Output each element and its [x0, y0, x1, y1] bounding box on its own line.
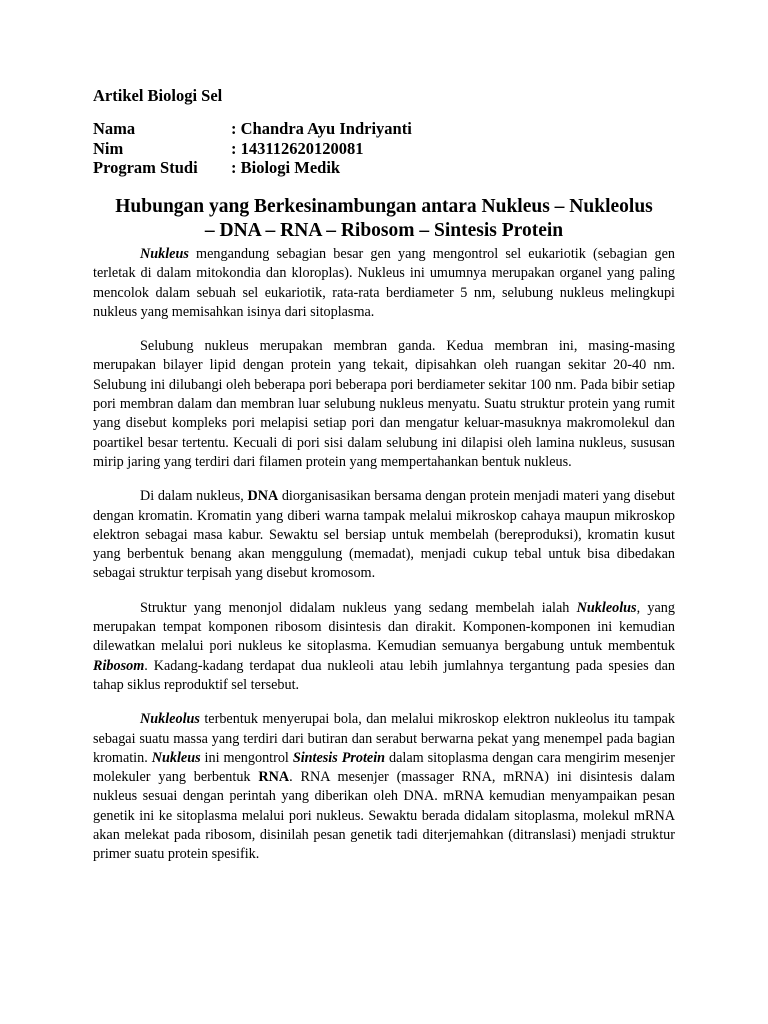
paragraph — [93, 710, 675, 864]
paragraph — [93, 599, 675, 695]
author-info-key: Nama — [93, 119, 136, 138]
paragraph — [93, 487, 675, 583]
emphasized-term: Nukleus — [140, 246, 189, 262]
paragraph-text: . RNA mesenjer (massager RNA, mRNA) ini disintesis dalam nukleus sesuai dengan perintah yang diberikan oleh DNA. mRNA kemudian menyampaikan pesan genetik ini ke sitoplasma melalui pori nukleus. Sewaktu berada didalam sitoplasma, molekul mRNA akan melekat pada ribosom, disinilah pesan genetik tadi diterjemahkan (ditranslasi) menjadi struktur primer suatu protein spesifik. — [93, 769, 675, 863]
paragraph-text: mengandung sebagian besar gen yang mengontrol sel eukariotik (sebagian gen terletak di dalam mitokondia dan kloroplas). Nukleus ini umumnya merupakan organel yang paling mencolok dalam sebuah sel eukariotik, rata-rata berdiameter 5 nm, selubung nukleus melingkupi nukleus yang memisahkan isinya dari sitoplasma. — [93, 246, 675, 320]
author-info-row — [93, 139, 412, 159]
author-info-rows — [93, 119, 412, 178]
paragraph-text: Struktur yang menonjol didalam nukleus yang sedang membelah ialah — [140, 599, 577, 616]
bold-term: RNA — [258, 769, 290, 786]
article-title-line-2: – DNA – RNA – Ribosom – Sintesis Protein — [204, 220, 564, 241]
author-info-value: : Biologi Medik — [231, 158, 341, 177]
paragraph-text: terbentuk menyerupai bola, dan melalui mikroskop elektron nukleolus itu tampak sebagai suatu massa yang terdiri dari butiran dan serabut berwarna pekat yang menempel pada bagian kromatin. — [93, 711, 675, 766]
author-info-row — [93, 119, 412, 139]
article-title — [88, 195, 680, 243]
author-info-key: Nim — [93, 138, 124, 158]
paragraph-text: Di dalam nukleus, — [140, 488, 248, 505]
paragraph-text: . Kadang-kadang terdapat dua nukleoli atau lebih jumlahnya tergantung pada spesies dan tahap siklus reproduktif sel tersebut. — [93, 657, 675, 693]
paragraph-text: , yang merupakan tempat komponen ribosom disintesis dan dirakit. Komponen-komponen ini kemudian dilewatkan melalui pori nukleus ke sitoplasma. Kemudian semuanya bergabung untuk membentuk — [93, 599, 675, 655]
paragraph — [93, 245, 675, 322]
emphasized-term: Nukleolus — [576, 599, 637, 616]
paragraph-text: dalam sitoplasma dengan cara mengirim mesenjer molekuler yang berbentuk — [93, 749, 675, 786]
author-info-value: : 143112620120081 — [231, 138, 364, 158]
bold-term: DNA — [247, 488, 279, 505]
author-info-key: Program Studi — [93, 158, 198, 177]
document-label: Artikel Biologi Sel — [93, 86, 223, 105]
article-body — [93, 245, 675, 865]
author-info-row — [93, 158, 412, 178]
paragraph-text: Selubung nukleus merupakan membran ganda. Kedua membran ini, masing-masing merupakan bilayer lipid dengan protein yang tekait, dipisahkan oleh ruangan sekitar 20-40 nm. Selubung ini dilubangi oleh beberapa pori beberapa pori berdiameter sekitar 100 nm. Pada bibir setiap pori membran dalam dan membran luar selubung nukleus menyatu. Suatu struktur protein yang rumit yang disebut kompleks pori melapisi setiap pori dan mengatur keluar-masuknya makromolekul dan poartikel besar tertentu. Kecuali di pori sisi dalam selubung ini dilapisi oleh lamina nukleus, sususan mirip jaring yang terdiri dari filamen protein yang mempertahankan bentuk nukleus. — [93, 338, 675, 470]
emphasized-term: Nukleus — [151, 749, 201, 766]
emphasized-term: Nukleolus — [140, 711, 200, 728]
article-title-line-1: Hubungan yang Berkesinambungan antara Nukleus – Nukleolus — [115, 196, 653, 217]
emphasized-term: Sintesis Protein — [292, 749, 386, 766]
author-info — [93, 119, 412, 178]
emphasized-term: Ribosom — [93, 657, 145, 674]
paragraph — [93, 337, 675, 472]
paragraph-text: diorganisasikan bersama dengan protein menjadi materi yang disebut dengan kromatin. Kromatin yang diberi warna tampak melalui mikroskop cahaya maupun mikroskop elektron sebagai masa kabur. Sewaktu sel bersiap untuk membelah (bereproduksi), kromatin kusut yang berbentuk benang akan menggulung (memadat), menjadi cukup tebal untuk bisa dibedakan sebagai struktur terpisah yang disebut kromosom. — [93, 488, 675, 582]
author-info-value: : Chandra Ayu Indriyanti — [231, 119, 412, 138]
paragraph-text: ini mengontrol — [200, 749, 293, 766]
